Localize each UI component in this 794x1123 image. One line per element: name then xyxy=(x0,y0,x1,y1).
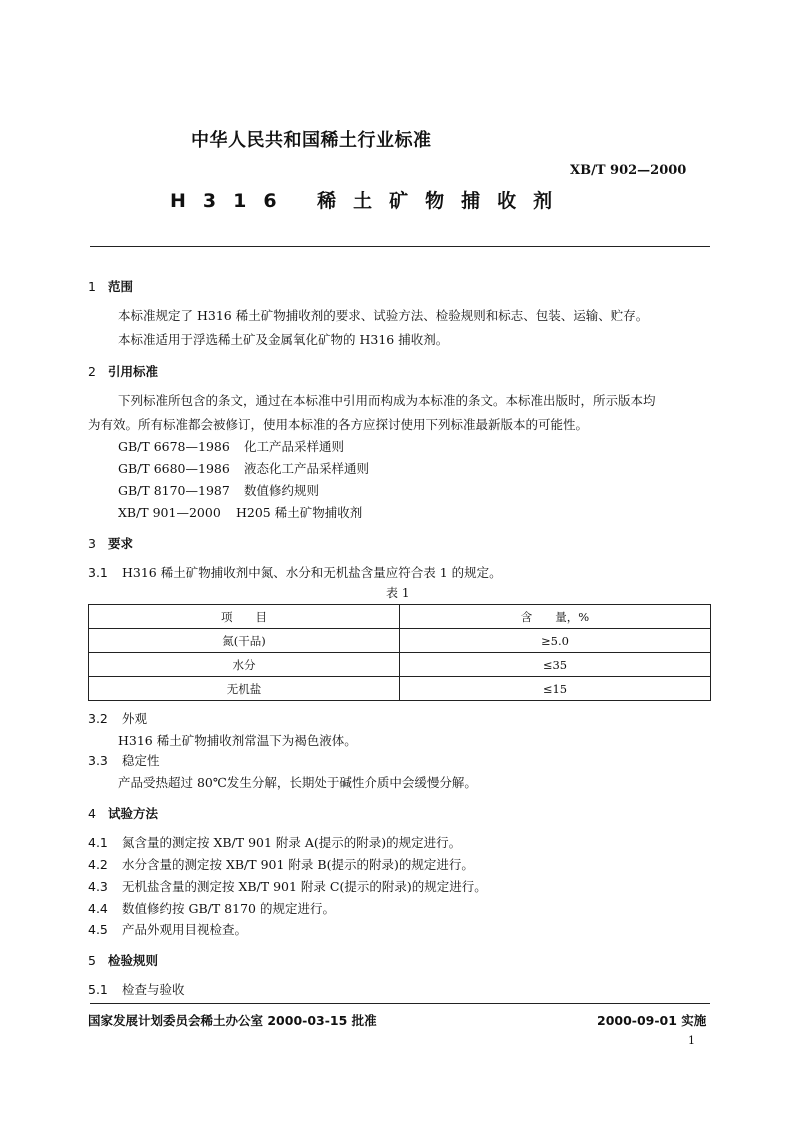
table-cell-value: ≤15 xyxy=(400,677,711,701)
table-header-row xyxy=(89,605,711,629)
clause-4-4: 4.4 数值修约按 GB/T 8170 的规定进行。 xyxy=(88,901,335,916)
clause-5-1: 5.1 检查与验收 xyxy=(88,982,185,997)
table-header-content: 含 量，% xyxy=(400,605,711,629)
table-row xyxy=(89,629,711,653)
clause-3-1: 3.1 H316 稀土矿物捕收剂中氮、水分和无机盐含量应符合表 1 的规定。 xyxy=(88,565,502,580)
clause-4-3: 4.3 无机盐含量的测定按 XB/T 901 附录 C(提示的附录)的规定进行。 xyxy=(88,879,487,894)
page-number: 1 xyxy=(688,1034,695,1047)
section-1-paragraph-2: 本标准适用于浮选稀土矿及金属氧化矿物的 H316 捕收剂。 xyxy=(118,332,449,347)
clause-3-2-text: H316 稀土矿物捕收剂常温下为褐色液体。 xyxy=(118,733,357,748)
implementation-date: 2000-09-01 实施 xyxy=(597,1013,707,1028)
clause-4-1: 4.1 氮含量的测定按 XB/T 901 附录 A(提示的附录)的规定进行。 xyxy=(88,835,462,850)
table-cell-item: 无机盐 xyxy=(89,677,400,701)
section-2-paragraph-line-2: 为有效。所有标准都会被修订，使用本标准的各方应探讨使用下列标准最新版本的可能性。 xyxy=(88,417,589,432)
table-cell-value: ≤35 xyxy=(400,653,711,677)
clause-3-2: 3.2 外观 xyxy=(88,711,148,726)
section-1-heading: 1 范围 xyxy=(88,279,134,294)
section-1-paragraph-1: 本标准规定了 H316 稀土矿物捕收剂的要求、试验方法、检验规则和标志、包装、运输、贮存。 xyxy=(118,308,649,323)
table-row xyxy=(89,653,711,677)
footer-divider xyxy=(90,1003,710,1004)
section-2-paragraph-line-1: 下列标准所包含的条文，通过在本标准中引用而构成为本标准的条文。本标准出版时，所示版本均 xyxy=(118,393,656,408)
table-caption: 表 1 xyxy=(386,586,410,600)
reference-item: XB/T 901—2000 H205 稀土矿物捕收剂 xyxy=(118,505,363,520)
section-4-heading: 4 试验方法 xyxy=(88,806,159,821)
clause-4-5: 4.5 产品外观用目视检查。 xyxy=(88,922,248,937)
section-3-heading: 3 要求 xyxy=(88,536,134,551)
header-divider xyxy=(90,246,710,247)
table-header-item: 项 目 xyxy=(89,605,400,629)
approval-line: 国家发展计划委员会稀土办公室 2000-03-15 批准 xyxy=(88,1013,377,1028)
document-title: H316 稀土矿物捕收剂 xyxy=(170,190,570,212)
reference-item: GB/T 8170—1987 数值修约规则 xyxy=(118,483,320,498)
table-cell-item: 氮(干品) xyxy=(89,629,400,653)
issuing-organization: 中华人民共和国稀土行业标准 xyxy=(191,130,432,151)
reference-item: GB/T 6678—1986 化工产品采样通则 xyxy=(118,439,345,454)
clause-3-3-text: 产品受热超过 80℃发生分解，长期处于碱性介质中会缓慢分解。 xyxy=(118,775,477,790)
clause-4-2: 4.2 水分含量的测定按 XB/T 901 附录 B(提示的附录)的规定进行。 xyxy=(88,857,474,872)
reference-item: GB/T 6680—1986 液态化工产品采样通则 xyxy=(118,461,370,476)
table-cell-item: 水分 xyxy=(89,653,400,677)
section-5-heading: 5 检验规则 xyxy=(88,953,159,968)
table-cell-value: ≥5.0 xyxy=(400,629,711,653)
table-row xyxy=(89,677,711,701)
section-2-heading: 2 引用标准 xyxy=(88,364,159,379)
clause-3-3: 3.3 稳定性 xyxy=(88,753,160,768)
standard-code: XB/T 902—2000 xyxy=(570,163,687,178)
requirements-table xyxy=(88,604,711,701)
